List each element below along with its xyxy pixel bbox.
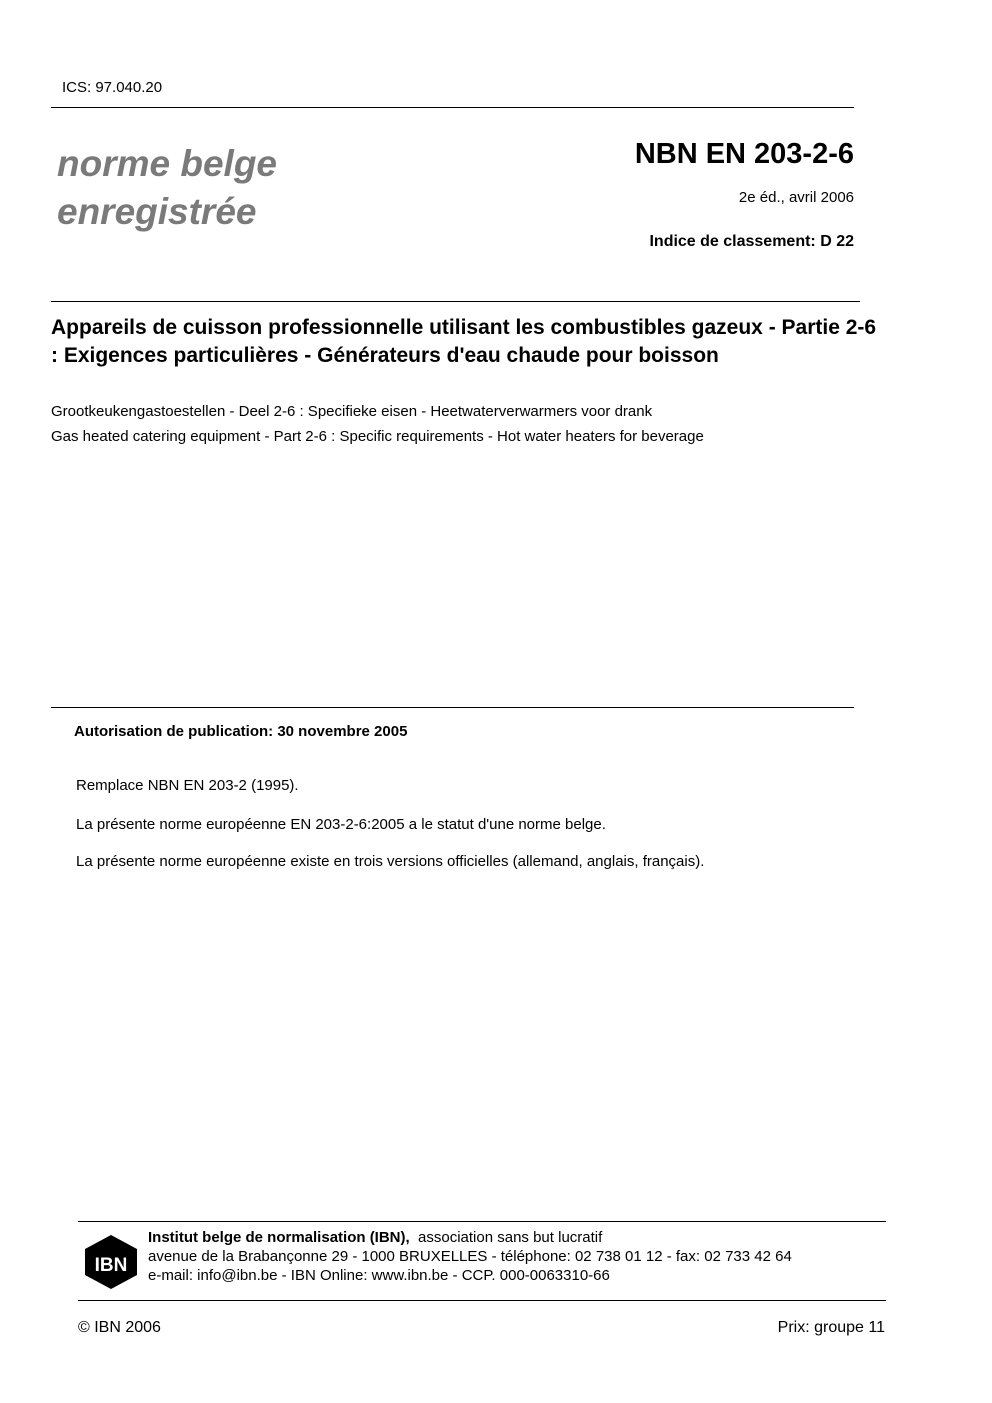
- note-status: La présente norme européenne EN 203-2-6:2005 a le statut d'une norme belge.: [76, 816, 606, 833]
- note-versions: La présente norme européenne existe en trois versions officielles (allemand, anglais, français).: [76, 853, 705, 870]
- header-rule: [51, 107, 854, 108]
- title-rule: [51, 301, 860, 302]
- institute-type: association sans but lucratif: [418, 1229, 603, 1246]
- institute-contact: e-mail: info@ibn.be - IBN Online: www.ibn.be - CCP. 000-0063310-66: [148, 1267, 610, 1284]
- classification-index: Indice de classement: D 22: [649, 233, 854, 250]
- publication-rule: [51, 707, 854, 708]
- title-dutch: Grootkeukengastoestellen - Deel 2-6 : Specifieke eisen - Heetwaterverwarmers voor drank: [51, 403, 653, 420]
- institute-address: avenue de la Brabançonne 29 - 1000 BRUXELLES - téléphone: 02 738 01 12 - fax: 02 733 42 64: [148, 1248, 792, 1265]
- footer-top-rule: [78, 1221, 886, 1222]
- institute-block: [148, 1228, 792, 1285]
- institute-line: [148, 1228, 792, 1247]
- copyright: © IBN 2006: [78, 1319, 161, 1336]
- title-french: Appareils de cuisson professionnelle utilisant les combustibles gazeux - Partie 2-6 : Exigences particulières - Générateurs d'eau chaude pour boisson: [51, 316, 877, 367]
- standard-number: NBN EN 203-2-6: [634, 138, 854, 170]
- edition: 2e éd., avril 2006: [738, 189, 854, 206]
- footer-bottom-rule: [78, 1300, 886, 1301]
- ibn-logo-icon: [83, 1233, 139, 1291]
- brand-line-1: norme belge: [57, 143, 277, 184]
- ics-code: ICS: 97.040.20: [62, 79, 163, 96]
- publication-authorisation: Autorisation de publication: 30 novembre 2005: [74, 723, 408, 740]
- note-replaces: Remplace NBN EN 203-2 (1995).: [76, 777, 299, 794]
- institute-name: Institut belge de normalisation (IBN),: [148, 1229, 410, 1246]
- logo-text: IBN: [94, 1255, 128, 1276]
- title-english: Gas heated catering equipment - Part 2-6 : Specific requirements - Hot water heaters for beverage: [51, 428, 704, 445]
- brand-mark: [57, 140, 277, 236]
- price-group: Prix: groupe 11: [777, 1319, 885, 1336]
- brand-line-2: enregistrée: [57, 191, 257, 232]
